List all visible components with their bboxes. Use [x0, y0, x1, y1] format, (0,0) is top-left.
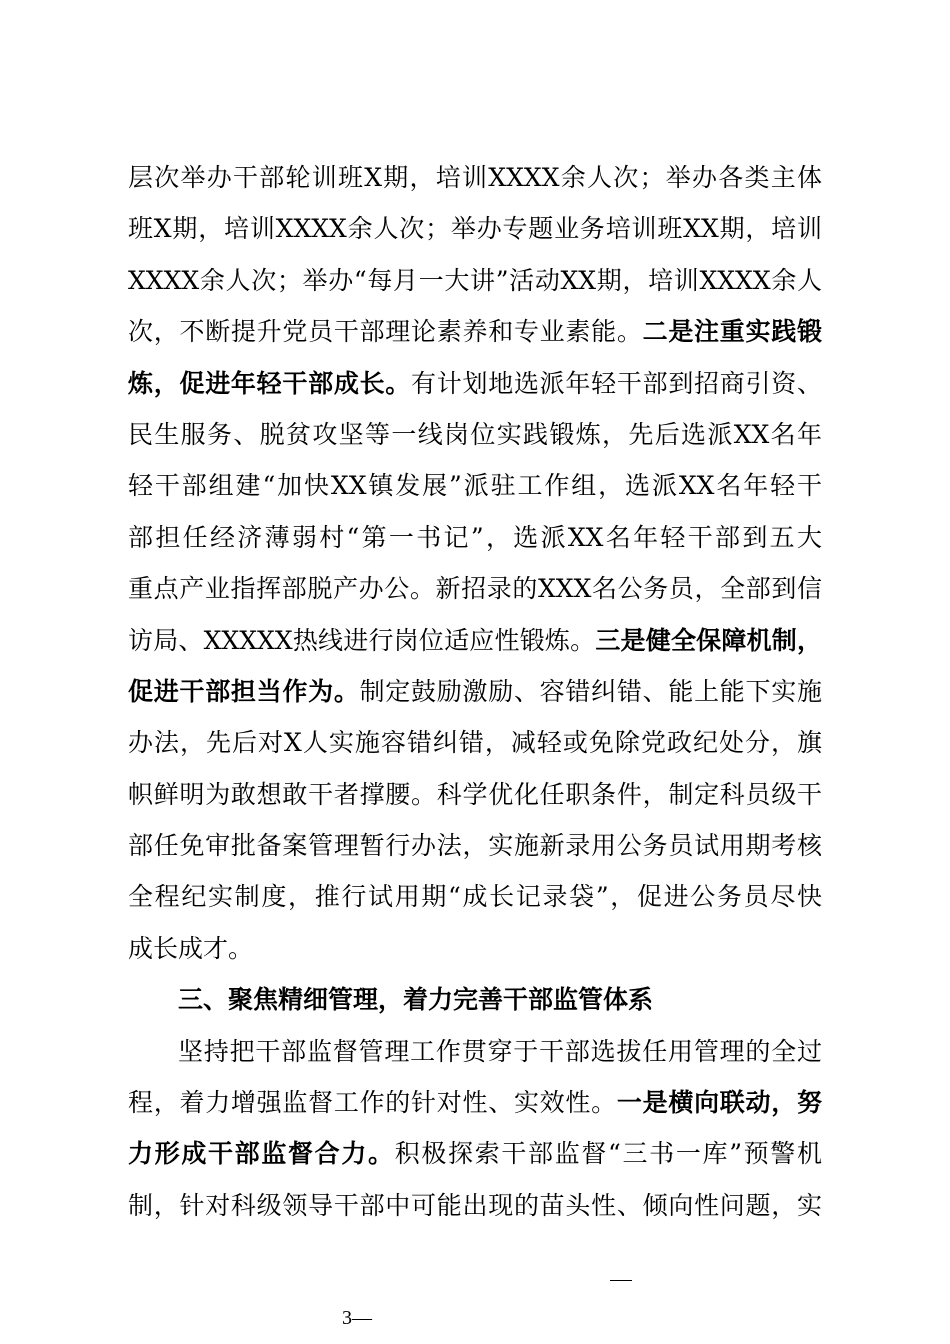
text-line: 班X期，培训XXXX余人次；举办专题业务培训班XX期，培训	[128, 214, 822, 244]
bold-run: 炼，促进年轻干部成长。	[128, 368, 412, 398]
bold-run: 二是注重实践锻	[642, 317, 822, 347]
text-line	[128, 615, 822, 666]
text-line: 坚持把干部监督管理工作贯穿于干部选拔任用管理的全过	[178, 1036, 822, 1066]
text-line	[128, 1128, 822, 1179]
text-run: 访局、XXXXX热线进行岗位适应性锻炼。	[128, 625, 596, 655]
text-line: 重点产业指挥部脱产办公。新招录的XXX名公务员，全部到信	[128, 574, 822, 604]
text-line: 全程纪实制度，推行试用期“成长记录袋”，促进公务员尽快	[128, 882, 822, 912]
text-line	[128, 1077, 822, 1128]
text-line: 制，针对科级领导干部中可能出现的苗头性、倾向性问题，实	[128, 1190, 822, 1220]
text-run: 制定鼓励激励、容错纠错、能上能下实施	[359, 676, 822, 706]
text-line: 办法，先后对X人实施容错纠错，减轻或免除党政纪处分，旗	[128, 728, 822, 758]
text-run: 积极探索干部监督“三书一库”预警机	[394, 1139, 822, 1169]
bold-run: 力形成干部监督合力。	[128, 1139, 395, 1169]
page-number: 3—	[342, 1307, 372, 1329]
section-heading: 三、聚焦精细管理，着力完善干部监管体系	[178, 985, 654, 1015]
text-line: XXXX余人次；举办“每月一大讲”活动XX期，培训XXXX余人	[128, 265, 822, 295]
text-run: 程，着力增强监督工作的针对性、实效性。	[128, 1088, 617, 1118]
text-line: 成长成才。	[128, 933, 254, 963]
text-line: 层次举办干部轮训班X期，培训XXXX余人次；举办各类主体	[128, 163, 822, 192]
text-run: 有计划地选派年轻干部到招商引资、	[411, 368, 822, 398]
bold-run: 一是横向联动，努	[616, 1088, 822, 1118]
bold-run: 三是健全保障机制，	[595, 625, 822, 655]
text-line: 部担任经济薄弱村“第一书记”，选派XX名年轻干部到五大	[128, 522, 822, 552]
text-line: 帜鲜明为敢想敢干者撑腰。科学优化任职条件，制定科员级干	[128, 779, 822, 809]
text-line: 部任免审批备案管理暂行办法，实施新录用公务员试用期考核	[128, 831, 822, 861]
bold-run: 促进干部担当作为。	[128, 676, 360, 706]
footer-dash	[610, 1280, 632, 1281]
text-run: 次，不断提升党员干部理论素养和专业素能。	[128, 317, 643, 347]
text-line: 轻干部组建“加快XX镇发展”派驻工作组，选派XX名年轻干	[128, 471, 822, 501]
text-line	[128, 306, 822, 357]
text-line: 民生服务、脱贫攻坚等一线岗位实践锻炼，先后选派XX名年	[128, 419, 822, 449]
text-line	[128, 358, 822, 409]
body-text	[128, 152, 822, 1231]
text-line	[128, 666, 822, 717]
